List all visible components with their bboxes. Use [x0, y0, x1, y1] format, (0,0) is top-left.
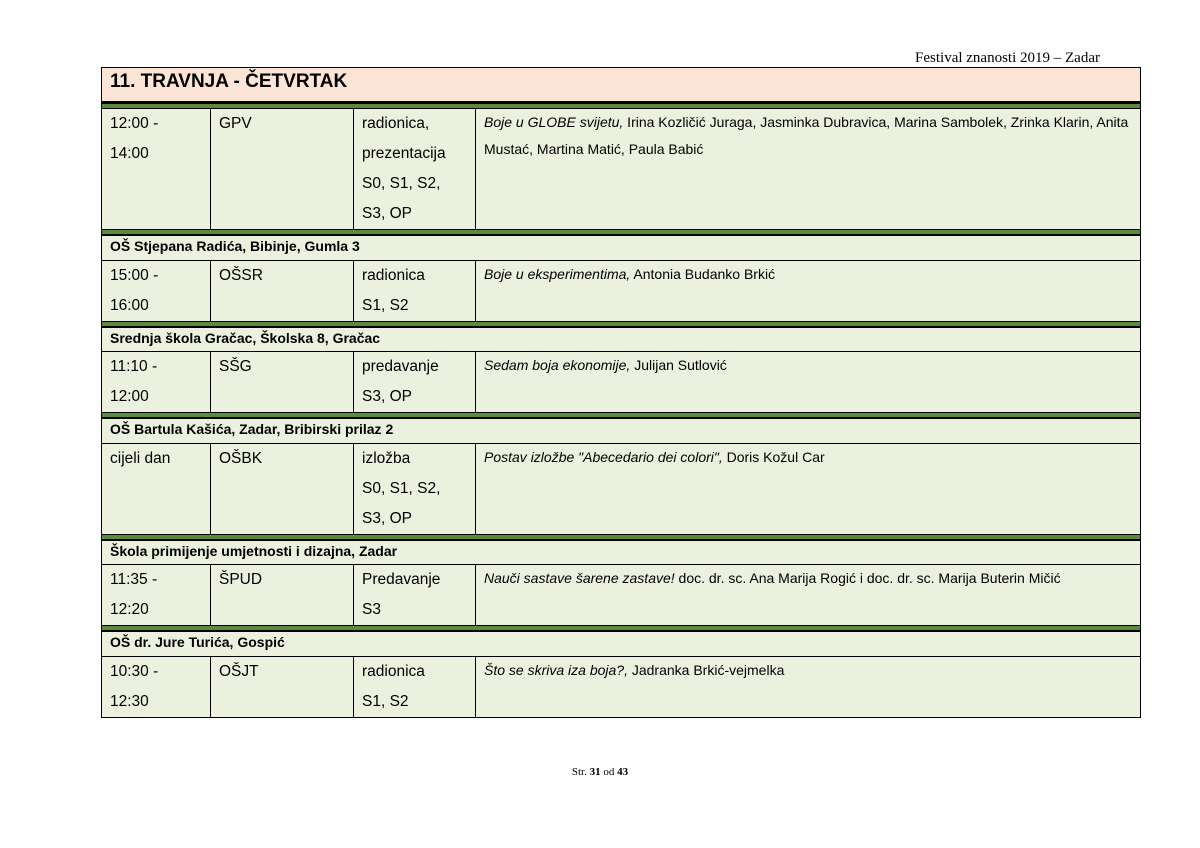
event-description — [476, 352, 1141, 413]
venue-name: OŠ dr. Jure Turića, Gospić — [102, 631, 1141, 656]
event-description — [476, 260, 1141, 321]
venue-name: OŠ Bartula Kašića, Zadar, Bribirski prilaz 2 — [102, 418, 1141, 443]
event-time: 15:00 - 16:00 — [102, 260, 211, 321]
day-header-row — [102, 68, 1141, 103]
event-type: radionica, prezentacija S0, S1, S2, S3, OP — [354, 109, 476, 230]
event-authors: doc. dr. sc. Ana Marija Rogić i doc. dr. sc. Marija Buterin Mičić — [674, 570, 1061, 586]
event-time: 11:10 - 12:00 — [102, 352, 211, 413]
event-authors: Irina Kozličić Juraga, Jasminka Dubravica, Marina Sambolek, Zrinka Klarin, Anita Mustać, Martina Matić, Paula Babić — [484, 114, 1129, 157]
day-title: 11. TRAVNJA - ČETVRTAK — [102, 68, 1141, 103]
running-header: Festival znanosti 2019 – Zadar — [915, 50, 1100, 66]
event-time: 10:30 - 12:30 — [102, 656, 211, 717]
venue-name: Škola primijenje umjetnosti i dizajna, Zadar — [102, 540, 1141, 565]
event-title: Boje u eksperimentima, — [484, 265, 631, 282]
schedule-table — [101, 67, 1141, 718]
page-number: 31 — [589, 766, 601, 778]
event-type: radionica S1, S2 — [354, 260, 476, 321]
event-title: Postav izložbe "Abecedario dei colori", — [484, 448, 723, 465]
venue-row — [102, 235, 1141, 260]
event-row — [102, 656, 1141, 717]
event-authors: Julijan Sutlović — [630, 357, 727, 373]
event-time: 12:00 - 14:00 — [102, 109, 211, 230]
event-row — [102, 352, 1141, 413]
event-code: ŠPUD — [211, 565, 354, 626]
venue-name: OŠ Stjepana Radića, Bibinje, Gumla 3 — [102, 235, 1141, 260]
event-type: izložba S0, S1, S2, S3, OP — [354, 443, 476, 534]
event-row — [102, 109, 1141, 230]
event-row — [102, 565, 1141, 626]
event-code: OŠBK — [211, 443, 354, 534]
event-type: radionica S1, S2 — [354, 656, 476, 717]
venue-row — [102, 540, 1141, 565]
page-total: 43 — [617, 766, 629, 778]
event-title: Što se skriva iza boja?, — [484, 661, 628, 678]
page-footer: Str. 31 od 43 — [571, 766, 629, 778]
event-code: OŠJT — [211, 656, 354, 717]
event-description — [476, 565, 1141, 626]
event-time: cijeli dan — [102, 443, 211, 534]
event-authors: Jadranka Brkić-vejmelka — [627, 661, 785, 678]
event-time: 11:35 - 12:20 — [102, 565, 211, 626]
event-authors: Doris Kožul Car — [722, 448, 825, 465]
event-authors: Antonia Budanko Brkić — [630, 265, 776, 282]
event-code: GPV — [211, 109, 354, 230]
event-description — [476, 656, 1141, 717]
event-description — [476, 443, 1141, 534]
event-description — [476, 109, 1141, 230]
venue-row — [102, 418, 1141, 443]
event-type: predavanje S3, OP — [354, 352, 476, 413]
event-title: Sedam boja ekonomije, — [484, 357, 631, 373]
venue-row — [102, 327, 1141, 352]
venue-row — [102, 631, 1141, 656]
event-code: SŠG — [211, 352, 354, 413]
event-title: Boje u GLOBE svijetu, — [484, 114, 624, 130]
event-type: Predavanje S3 — [354, 565, 476, 626]
event-title: Nauči sastave šarene zastave! — [484, 570, 675, 586]
venue-name: Srednja škola Gračac, Školska 8, Gračac — [102, 327, 1141, 352]
event-code: OŠSR — [211, 260, 354, 321]
event-row — [102, 443, 1141, 534]
event-row — [102, 260, 1141, 321]
